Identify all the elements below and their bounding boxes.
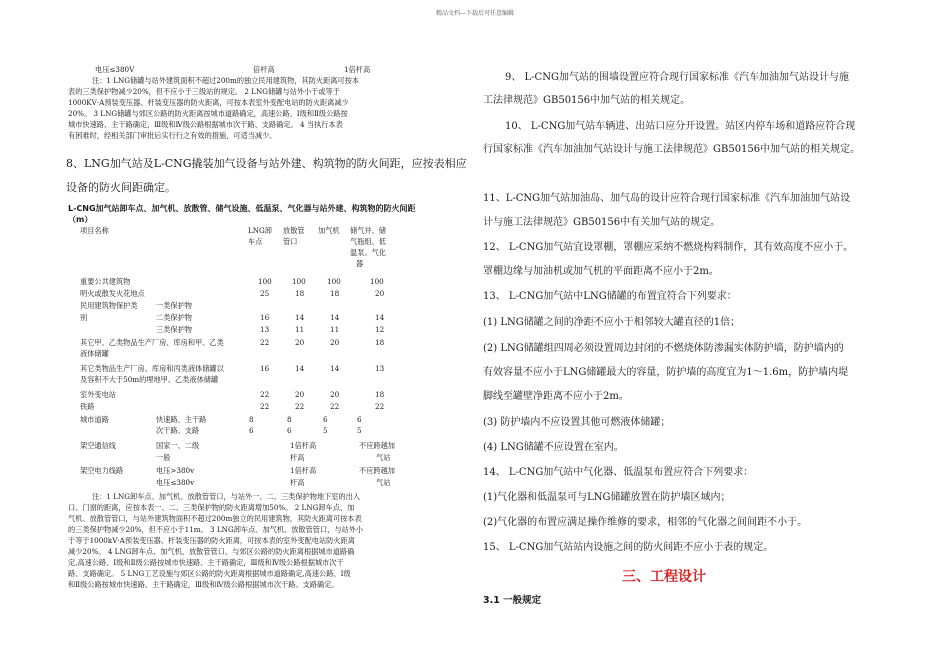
table-header-dispenser: 加气机 <box>318 226 340 235</box>
paragraph-11: 11、L-CNG加气站加油岛、加气岛的设计应符合现行国家标准《汽车加油加气站设 <box>483 193 851 204</box>
table-cell: 1倍杆高 <box>290 441 317 450</box>
paragraph-10: 行国家标准《汽车加油加气站设计与施工法律规范》GB50156中加气站的相关规定。 <box>483 144 861 155</box>
table-row-label: 重要公共建筑物 <box>80 277 131 286</box>
table-cell: 22 <box>260 338 270 347</box>
table-cell: 8 <box>287 415 292 424</box>
table-cell: 22 <box>375 402 385 411</box>
table-header-lng: 车点 <box>248 237 263 246</box>
table-cell: 20 <box>330 338 340 347</box>
table-row-label: 液体储罐 <box>80 349 109 358</box>
paragraph-12: 12、 L-CNG加气站宜设罩棚，罩棚应采纳不燃烧构料制作，其有效高度不应小于。 <box>483 242 854 253</box>
paragraph-15: 15、 L-CNG加气站站内设施之间的防火间距不应小于表的规定。 <box>483 542 774 553</box>
table-cell: 18 <box>375 338 385 347</box>
table-cell: 14 <box>330 313 340 322</box>
section-heading: 三、工程设计 <box>622 569 706 585</box>
table-row-label: 及容积不大于50m的埋地甲、乙类液体储罐 <box>80 375 219 384</box>
table-row-sublabel: 快速路、主干路 <box>156 415 207 424</box>
table-header-lng: LNG卸 <box>248 226 272 235</box>
table-header-vent: 管口 <box>283 237 298 246</box>
table-header-vent: 放散管 <box>283 226 305 235</box>
note-line: 于等于1000kV·A预装变压器、杆装变压器的防火距离，可按本表的室外变配电站防火距离 <box>68 536 355 545</box>
table-cell: 25 <box>260 289 270 298</box>
paragraph-13-item: (1) LNG储罐之间的净距不应小于相邻较大罐直径的1倍； <box>483 317 741 328</box>
paragraph-13-item: 有效容量不应小于LNG储罐最大的容量，防护墙的高度宜为1～1.6m，防护墙内堤 <box>483 367 849 378</box>
table-row-label: 室外变电站 <box>80 390 116 399</box>
table-cell: 100 <box>258 277 272 286</box>
table-row-sublabel: 电压≤380v <box>156 478 195 487</box>
paragraph-13-item: 脚线至罐壁净距离不应小于2m。 <box>483 391 629 402</box>
table-cell: 1倍杆高 <box>290 466 317 475</box>
table-row-sublabel: 二类保护物 <box>156 313 192 322</box>
table-row-label: 民用建筑物保护类 <box>80 301 138 310</box>
table-cell: 11 <box>295 325 305 334</box>
table-cell: 杆高 <box>290 453 305 462</box>
paragraph-14-item: (1)气化器和低温泵可与LNG储罐放置在防护墙区域内； <box>483 492 731 503</box>
note-line: 减少20%。 4 LNG卸车点、加气机、放散管管口，与郊区公路的防火距离根据城市道路确 <box>68 547 355 556</box>
paragraph-14: 14、 L-CNG加气站中气化器、低温泵布置应符合下列要求： <box>483 467 754 478</box>
note-line: 1000KV·A预装变压器、杆装变压器的防火距离，可按本表室外变配电站的防火距离减少 <box>68 98 349 107</box>
table-cell: 22 <box>260 390 270 399</box>
table-title: L-CNG加气站卸车点、加气机、放散管、储气设施、低温泵、气化器与站外建、构筑物的防火间距（m） <box>68 204 416 224</box>
table-cell: 12 <box>375 325 385 334</box>
table-cell: 20 <box>330 390 340 399</box>
note-line: 口、门窗的距离，应按本表一、二、三类保护物的防火距离增加50%。 2 LNG卸车点、加 <box>68 503 355 512</box>
table-cell: 20 <box>295 338 305 347</box>
table-row-sublabel: 次干路、支路 <box>156 426 200 435</box>
note-line: 有困难时，经相关部门审批后实行行之有效的措施，可适当减少。 <box>68 131 277 140</box>
table-cell: 5 <box>357 426 362 435</box>
top-row-cell: 电压≤380V <box>95 65 135 74</box>
subsection-heading: 3.1 一般规定 <box>483 595 542 606</box>
paragraph-12: 罩棚边缘与加油机或加气机的平面距离不应小于2m。 <box>483 266 719 277</box>
paragraph-9: 9、 L-CNG加气站的围墙设置应符合现行国家标准《汽车加油加气站设计与施 <box>505 72 849 83</box>
paragraph-13-item: (3) 防护墙内不应设置其他可燃液体储罐； <box>483 417 671 428</box>
note-line: 的三类保护物减少20%，但不应小于11m。 3 LNG卸车点、加气机、放散管管口，与站外小 <box>68 525 364 534</box>
paragraph-9: 工法律规范》GB50156中加气站的相关规定。 <box>483 95 691 106</box>
table-row-label: 架空电力线路 <box>80 466 124 475</box>
note-line: 注：1 LNG储罐与站外建筑面积不超过200m的独立民用建筑物，其防火距离可按本 <box>92 76 360 85</box>
table-header-item: 项目名称 <box>80 226 109 235</box>
table-cell: 13 <box>260 325 270 334</box>
table-cell: 6 <box>323 415 328 424</box>
note-line: 表的三类保护物减少20%，但不应小于三级站的规定。 2 LNG储罐与站外小于或等于 <box>68 87 340 96</box>
table-cell: 11 <box>330 325 340 334</box>
table-cell: 22 <box>295 402 305 411</box>
table-header-storage: 器 <box>356 259 364 268</box>
table-cell: 不应跨越加 <box>359 441 395 450</box>
table-cell: 气站 <box>376 453 391 462</box>
table-row-sublabel: 国家一、二级 <box>156 441 200 450</box>
page-header: 精品文档---下载后可任意编辑 <box>435 10 515 17</box>
note-line: 路、支路确定。 5 LNG工艺设施与郊区公路的防火距离根据城市道路确定,高速公路、Ⅰ级 <box>68 569 351 578</box>
paragraph-13-item: (4) LNG储罐不应设置在室内。 <box>483 442 624 453</box>
table-row-sublabel: 三类保护物 <box>156 325 192 334</box>
table-row-label: 城市道路 <box>80 415 109 424</box>
section-8-line: 设备的防火间距确定。 <box>66 181 176 194</box>
note-line: 20%。 3 LNG储罐与郊区公路的防火距离按城市道路确定，高速公路、Ⅰ级和Ⅱ级公路按 <box>68 109 348 118</box>
table-cell: 18 <box>295 289 305 298</box>
table-cell: 8 <box>249 415 254 424</box>
paragraph-11: 计与施工法律规范》GB50156中有关加气站的规定。 <box>483 217 721 228</box>
table-row-label: 架空通信线 <box>80 441 116 450</box>
table-cell: 5 <box>323 426 328 435</box>
table-cell: 14 <box>375 313 385 322</box>
table-cell: 14 <box>330 364 340 373</box>
section-8-line: 8、LNG加气站及L-CNG撬装加气设备与站外建、构筑物的防火间距，应按表相应 <box>66 157 467 170</box>
table-cell: 18 <box>375 390 385 399</box>
table-cell: 16 <box>260 313 270 322</box>
table-cell: 6 <box>357 415 362 424</box>
table-header-storage: 气瓶组、低 <box>350 237 386 246</box>
table-row-label: 明火或散发火花地点 <box>80 289 145 298</box>
table-row-label: 其它类物品生产厂房、库房和丙类液体储罐以 <box>80 364 224 373</box>
paragraph-13-item: (2) LNG储罐组四周必须设置周边封闭的不燃烧体防渗漏实体防护墙，防护墙内的 <box>483 343 844 354</box>
table-row-label: 其它甲、乙类物品生产厂房、库房和甲、乙类 <box>80 338 224 347</box>
table-cell: 杆高 <box>290 478 305 487</box>
note-line: 和Ⅱ级公路按城市快速路、主干路确定，Ⅲ级和Ⅳ级公路根据城市次干路、支路确定。 <box>68 580 339 589</box>
top-row-cell: 1倍杆高 <box>344 65 371 74</box>
table-cell: 22 <box>330 402 340 411</box>
table-header-storage: 储气井、储 <box>350 226 386 235</box>
table-cell: 100 <box>327 277 341 286</box>
table-cell: 气站 <box>376 478 391 487</box>
top-row-cell: 倍杆高 <box>253 65 275 74</box>
table-header-storage: 温泵、气化 <box>350 248 386 257</box>
table-row-sublabel: 一类保护物 <box>156 301 192 310</box>
paragraph-10: 10、 L-CNG加气站车辆进、出站口应分开设置。站区内停车场和道路应符合现 <box>505 121 856 132</box>
table-cell: 20 <box>375 289 385 298</box>
table-row-sublabel: 电压>380v <box>156 466 195 475</box>
table-cell: 6 <box>287 426 292 435</box>
table-cell: 20 <box>295 390 305 399</box>
table-row-label: 别 <box>80 313 88 322</box>
paragraph-14-item: (2)气化器的布置应满足操作维修的要求，相邻的气化器之间间距不小于。 <box>483 517 808 528</box>
table-cell: 13 <box>375 364 385 373</box>
note-line: 定,高速公路、Ⅰ级和Ⅱ级公路按城市快速路、主干路确定，Ⅲ级和Ⅳ级公路根据城市次干 <box>68 558 344 567</box>
table-row-sublabel: 一般 <box>156 453 171 462</box>
table-cell: 6 <box>249 426 254 435</box>
table-row-label: 铁路 <box>80 402 95 411</box>
table-cell: 18 <box>330 289 340 298</box>
table-cell: 22 <box>260 402 270 411</box>
paragraph-13: 13、 L-CNG加气站中LNG储罐的布置宜符合下列要求： <box>483 291 737 302</box>
table-cell: 14 <box>295 364 305 373</box>
table-cell: 不应跨越加 <box>359 466 395 475</box>
note-line: 城市快速路、主干路确定，Ⅲ级和Ⅳ级公路根据城市次干路、支路确定。 4 当执行本表 <box>68 120 343 129</box>
table-cell: 16 <box>260 364 270 373</box>
note-line: 注：1 LNG卸车点、加气机、放散管管口，与站外一、二、三类保护物地下室的出入 <box>92 492 361 501</box>
table-cell: 100 <box>370 277 384 286</box>
table-cell: 100 <box>292 277 306 286</box>
note-line: 气机、放散管管口，与站外建筑物面积不超过200m独立的民用建筑物，其防火距离可按本表 <box>68 514 362 523</box>
table-cell: 14 <box>295 313 305 322</box>
